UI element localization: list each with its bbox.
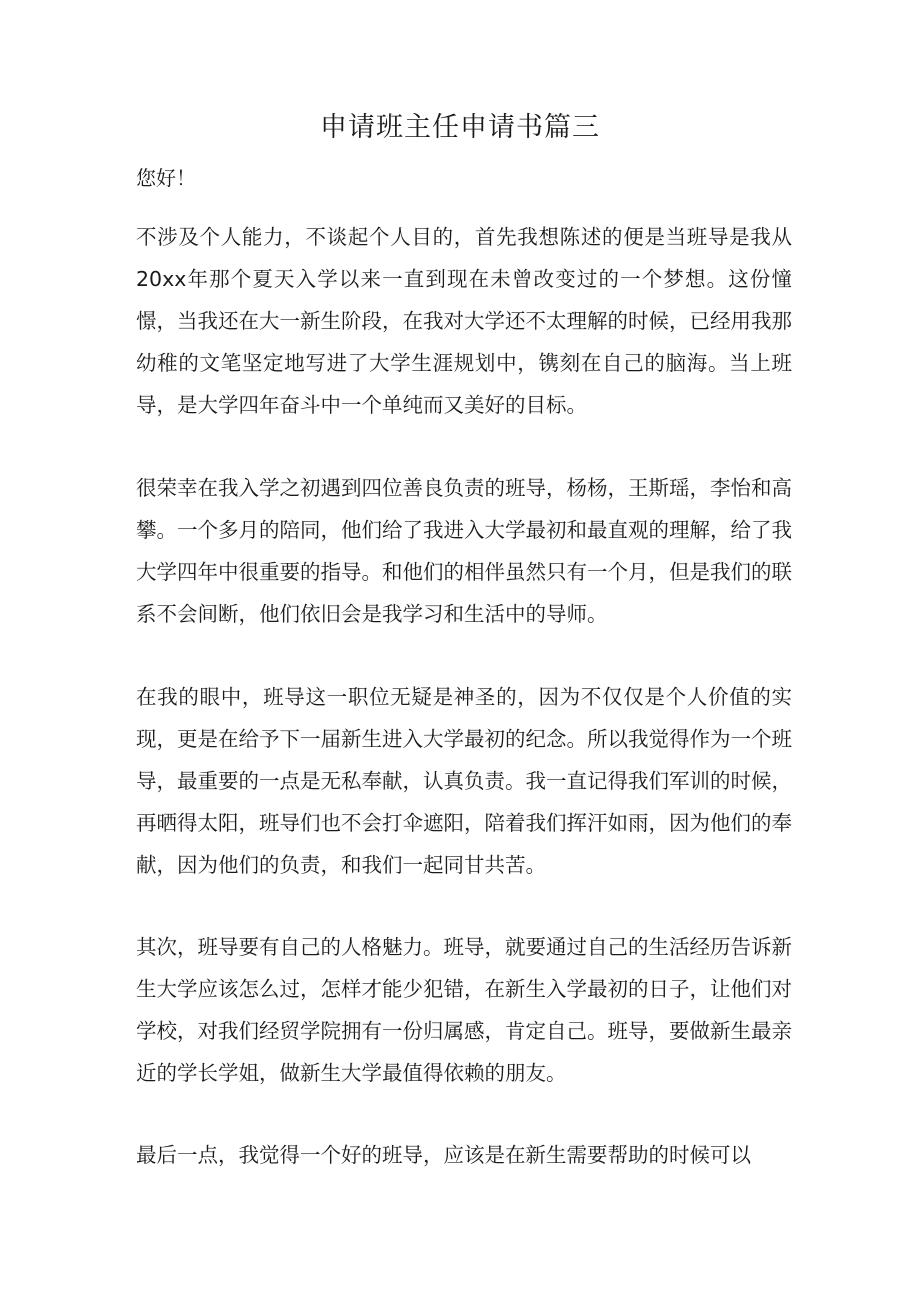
paragraph-3: 在我的眼中，班导这一职位无疑是神圣的，因为不仅仅是个人价值的实现，更是在给予下一届新生进入大学最初的纪念。所以我觉得作为一个班导，最重要的一点是无私奉献，认真负责。我一直记得我们军训的时候，再晒得太阳，班导们也不会打伞遮阳，陪着我们挥汗如雨，因为他们的奉献，因为他们的负责，和我们一起同甘共苦。	[136, 685, 792, 877]
paragraph-4: 其次，班导要有自己的人格魅力。班导，就要通过自己的生活经历告诉新生大学应该怎么过，怎样才能少犯错，在新生入学最初的日子，让他们对学校，对我们经贸学院拥有一份归属感，肯定自己。班导，要做新生最亲近的学长学姐，做新生大学最值得依赖的朋友。	[136, 935, 792, 1085]
paragraph-2: 很荣幸在我入学之初遇到四位善良负责的班导，杨杨，王斯瑶，李怡和高攀。一个多月的陪同，他们给了我进入大学最初和最直观的理解，给了我大学四年中很重要的指导。和他们的相伴虽然只有一个月，但是我们的联系不会间断，他们依旧会是我学习和生活中的导师。	[136, 476, 792, 626]
document-title: 申请班主任申请书篇三	[320, 112, 600, 143]
salutation: 您好！	[136, 166, 196, 190]
paragraph-1: 不涉及个人能力，不谈起个人目的，首先我想陈述的便是当班导是我从20xx年那个夏天入学以来一直到现在未曾改变过的一个梦想。这份憧憬，当我还在大一新生阶段，在我对大学还不太理解的时候，已经用我那幼稚的文笔坚定地写进了大学生涯规划中，镌刻在自己的脑海。当上班导，是大学四年奋斗中一个单纯而又美好的目标。	[136, 225, 792, 417]
paragraph-5: 最后一点，我觉得一个好的班导，应该是在新生需要帮助的时候可以	[136, 1143, 751, 1167]
